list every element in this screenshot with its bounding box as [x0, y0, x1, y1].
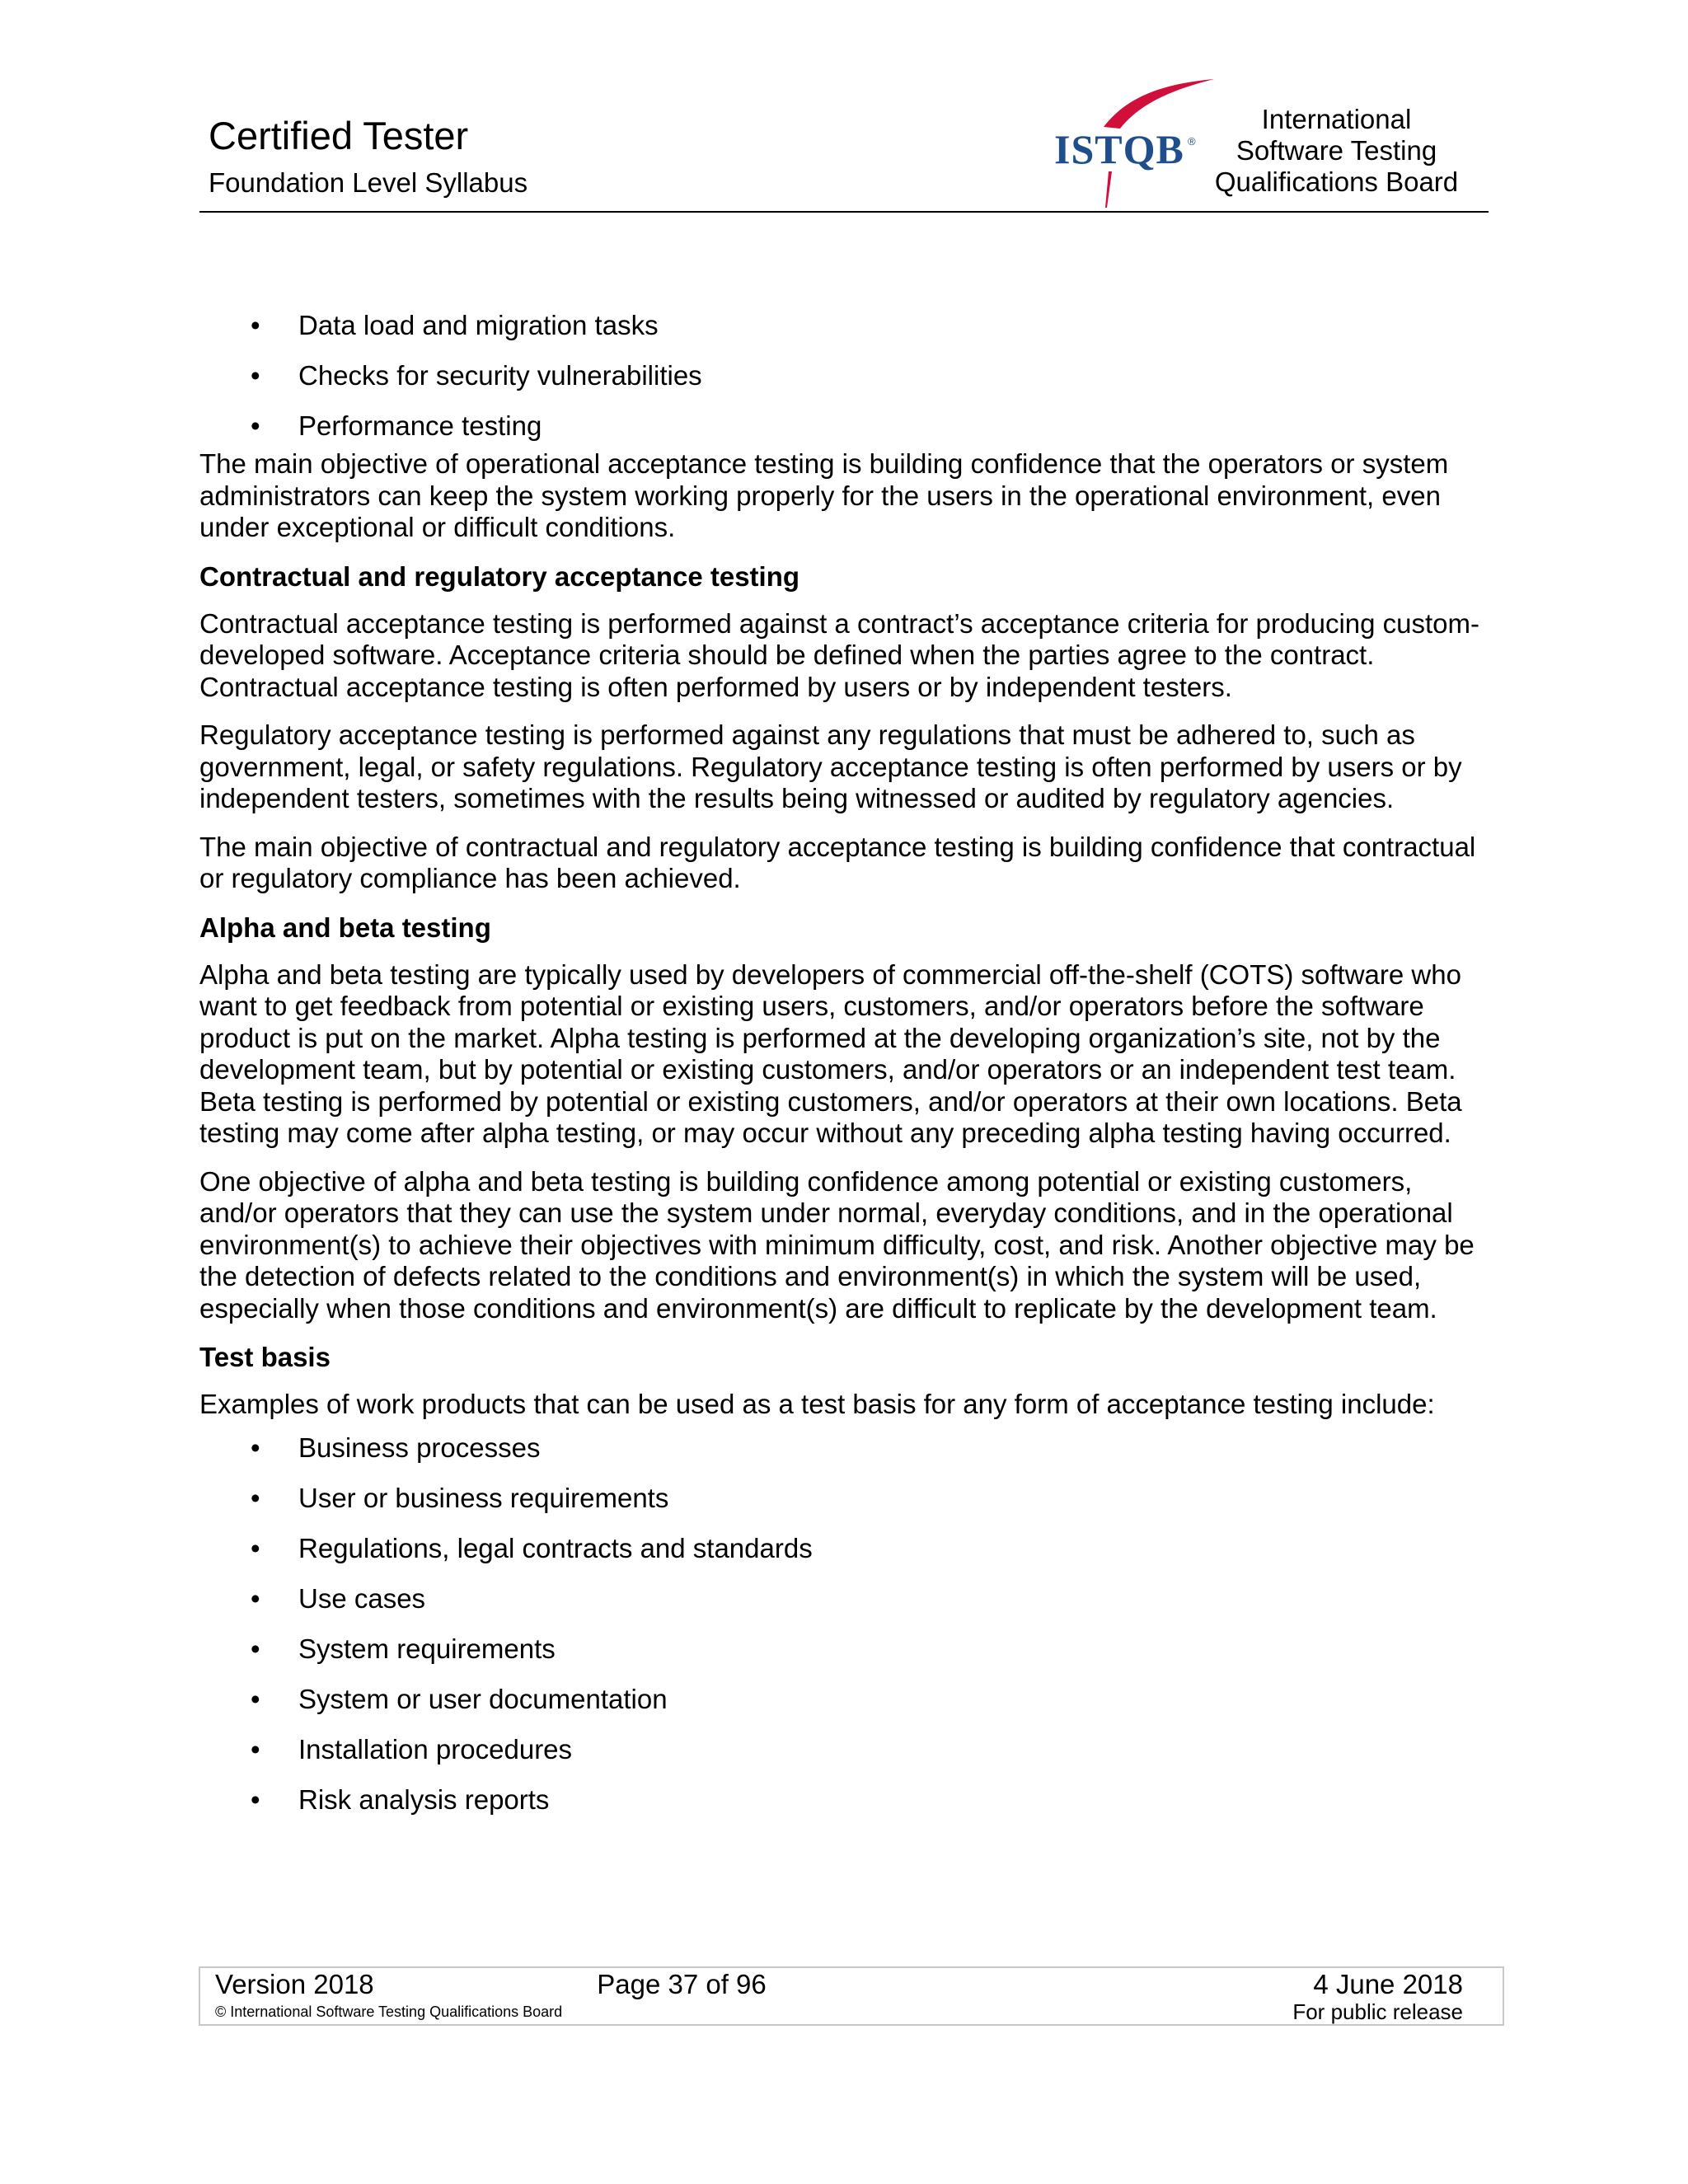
istqb-logo: [1053, 74, 1489, 211]
organization-name: [1184, 104, 1489, 198]
list-item: • Regulations, legal contracts and standards: [199, 1528, 1489, 1578]
bullet-icon: •: [251, 1683, 260, 1714]
list-item: • Performance testing: [199, 405, 1489, 448]
bullet-icon: •: [251, 1783, 260, 1815]
test-basis-list: [199, 1427, 1489, 1830]
footer-version: Version 2018: [215, 1969, 374, 1999]
footer-date: 4 June 2018: [1313, 1969, 1463, 1999]
heading-test-basis: Test basis: [199, 1342, 331, 1372]
page-content: [199, 305, 1489, 1830]
list-item: • System requirements: [199, 1629, 1489, 1679]
footer-page-number: Page 37 of 96: [597, 1969, 767, 1999]
contractual-paragraph-2: Regulatory acceptance testing is performed against any regulations that must be adhered to, such as government, legal, or safety regulations. Regulatory acceptance testing is often performed by users or by independent testers, sometimes with the results being witnessed or audited by regulatory agencies.: [199, 719, 1462, 813]
logo-text: ISTQB: [1054, 126, 1184, 172]
bullet-icon: •: [251, 410, 260, 441]
bullet-icon: •: [251, 1733, 260, 1765]
org-line-2: Software Testing: [1236, 135, 1437, 166]
list-item: • Installation procedures: [199, 1729, 1489, 1779]
page-footer: [199, 1966, 1504, 2026]
alpha-beta-paragraph-1: Alpha and beta testing are typically used by developers of commercial off-the-shelf (COTS) software who want to get feedback from potential or existing users, customers, and/or operators before the software product is put on the market. Alpha testing is performed at the developing organization’s site, not by the development team, but by potential or existing customers, and/or operators or an independent test team. Beta testing is performed by potential or existing customers, and/or operators at their own locations. Beta testing may come after alpha testing, or may occur without any preceding alpha testing having occurred.: [199, 958, 1462, 1148]
list-item: • Risk analysis reports: [199, 1779, 1489, 1830]
oat-task-list: [199, 305, 1489, 448]
org-line-1: International: [1261, 104, 1412, 134]
list-item: • System or user documentation: [199, 1679, 1489, 1729]
alpha-beta-paragraph-2: One objective of alpha and beta testing is building confidence among potential or existing customers, and/or operators that they can use the system under normal, everyday conditions, and in the operational environment(s) to achieve their objectives with minimum difficulty, cost, and risk. Another objective may be the detection of defects related to the conditions and environment(s) in which the system will be used, especially when those conditions and environment(s) are difficult to replicate by the development team.: [199, 1165, 1475, 1324]
heading-contractual: Contractual and regulatory acceptance testing: [199, 560, 800, 592]
bullet-icon: •: [251, 1482, 260, 1513]
document-subtitle: Foundation Level Syllabus: [209, 167, 528, 198]
oat-objective-paragraph: The main objective of operational acceptance testing is building confidence that the operators or system administrators can keep the system working properly for the users in the operational environment, even under exceptional or difficult conditions.: [199, 448, 1449, 542]
test-basis-paragraph: Examples of work products that can be used as a test basis for any form of acceptance testing include:: [199, 1389, 1435, 1419]
bullet-icon: •: [251, 1532, 260, 1563]
heading-alpha-beta: Alpha and beta testing: [199, 912, 491, 943]
list-item: • Business processes: [199, 1427, 1489, 1478]
footer-release-status: For public release: [1292, 1999, 1463, 2024]
logo-registered-mark: ®: [1188, 135, 1196, 148]
contractual-paragraph-1: Contractual acceptance testing is performed against a contract’s acceptance criteria for producing custom-developed software. Acceptance criteria should be defined when the parties agree to the contract. Contractual acceptance testing is often performed by users or by independent testers.: [199, 607, 1480, 702]
bullet-icon: •: [251, 360, 260, 391]
bullet-icon: •: [251, 1432, 260, 1463]
list-item: • Checks for security vulnerabilities: [199, 355, 1489, 405]
page-header: [199, 74, 1489, 213]
bullet-icon: •: [251, 310, 260, 340]
footer-copyright: © International Software Testing Qualifications Board: [215, 2004, 563, 2020]
contractual-paragraph-3: The main objective of contractual and regulatory acceptance testing is building confidence that contractual or regulatory compliance has been achieved.: [199, 831, 1476, 893]
bullet-icon: •: [251, 1633, 260, 1664]
org-line-3: Qualifications Board: [1214, 166, 1459, 197]
bullet-icon: •: [251, 1582, 260, 1614]
logo-swoosh-tail: [1105, 171, 1112, 208]
list-item: • Data load and migration tasks: [199, 305, 1489, 355]
list-item: • User or business requirements: [199, 1478, 1489, 1528]
document-title: Certified Tester: [209, 114, 469, 157]
list-item: • Use cases: [199, 1578, 1489, 1629]
